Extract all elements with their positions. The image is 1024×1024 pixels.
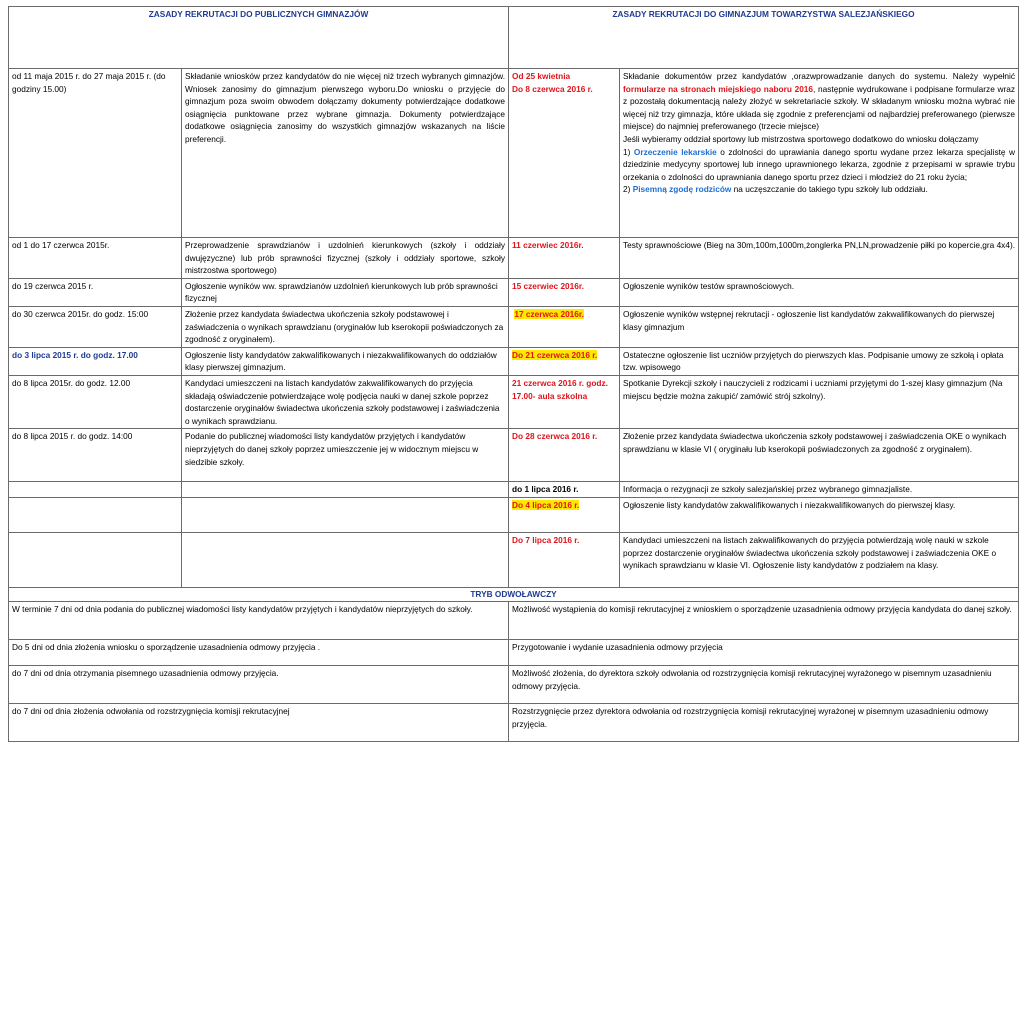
public-desc: Przeprowadzenie sprawdzianów i uzdolnień kierunkowych (szkoły i oddziały dwujęzyczne) lub prób sprawności fizycznej (szkoły i oddziały sportowe, szkoły mistrzostwa sportowego) [182,238,509,279]
public-desc: Składanie wniosków przez kandydatów do nie więcej niż trzech wybranych gimnazjów. Wniosek zanosimy do gimnazjum pierwszego wyboru.Do wniosku o przyjęcie do gimnazjum poza swoim obwodem dołączamy dokumenty potwierdzające dodatkowe osiągnięcia punktowane przez wybrane gimnazja. Dokumenty potwierdzające dodatkowe osiągnięcia zanosimy do wszystkich gimnazjów wskazanych na liście preferencji. [182,69,509,238]
appeal-title-row [9,587,1019,601]
empty-cell [9,482,182,498]
table-row [9,69,1019,238]
appeal-deadline: Do 5 dni od dnia złożenia wniosku o sporządzenie uzasadnienia odmowy przyjęcia . [9,639,509,665]
public-desc: Ogłoszenie wyników ww. sprawdzianów uzdolnień kierunkowych lub prób sprawności fizycznej [182,278,509,306]
empty-cell [182,497,509,532]
public-date: do 8 lipca 2015r. do godz. 12.00 [9,375,182,428]
public-date: do 8 lipca 2015 r. do godz. 14:00 [9,429,182,482]
appeal-row [9,665,1019,703]
salesian-date [509,306,620,347]
highlighted-date: Do 4 lipca 2016 r. [512,499,580,510]
appeal-action: Rozstrzygnięcie przez dyrektora odwołania od rozstrzygnięcia komisji rekrutacyjnej wyrażonej w pisemnym uzasadnieniu odmowy przyjęcia. [509,703,1019,741]
salesian-date: Do 7 lipca 2016 r. [509,532,620,587]
salesian-date: 21 czerwca 2016 r. godz. 17.00- aula szkolna [509,375,620,428]
table-row [9,429,1019,482]
salesian-date [509,497,620,532]
table-row [9,482,1019,498]
salesian-desc: Informacja o rezygnacji ze szkoły salezjańskiej przez wybranego gimnazjaliste. [620,482,1019,498]
public-desc: Złożenie przez kandydata świadectwa ukończenia szkoły podstawowej i zaświadczenia o wynikach sprawdzianu (oryginałów lub kserokopii poświadczonych za zgodność z oryginałem). [182,306,509,347]
salesian-desc: Złożenie przez kandydata świadectwa ukończenia szkoły podstawowej i zaświadczenia OKE o wynikach sprawdzianu w klasie VI ( oryginału lub kserokopii poświadczonych za zgodność z oryginałem). [620,429,1019,482]
table-row [9,375,1019,428]
appeal-action: Przygotowanie i wydanie uzasadnienia odmowy przyjęcia [509,639,1019,665]
public-desc: Podanie do publicznej wiadomości listy kandydatów przyjętych i kandydatów nieprzyjętych do danej szkoły poprzez umieszczenie jej w widocznym miejscu w siedzibie szkoły. [182,429,509,482]
highlighted-date: Do 21 czerwca 2016 r. [512,349,598,360]
empty-cell [182,532,509,587]
salesian-desc: Ogłoszenie wyników wstępnej rekrutacji - ogłoszenie list kandydatów zakwalifikowanych do pierwszej klasy gimnazjum [620,306,1019,347]
salesian-desc: Spotkanie Dyrekcji szkoły i nauczycieli z rodzicami i uczniami przyjętymi do 1-szej klasy gimnazjum (Na miejscu będzie można zakupić/ zamówić strój szkolny). [620,375,1019,428]
appeal-action: Możliwość wystąpienia do komisji rekrutacyjnej z wnioskiem o sporządzenie uzasadnienia odmowy przyjęcia kandydata do danej szkoły. [509,601,1019,639]
appeal-action: Możliwość złożenia, do dyrektora szkoły odwołania od rozstrzygnięcia komisji rekrutacyjnej wyrażonego w pisemnym uzasadnieniu odmowy przyjęcia. [509,665,1019,703]
public-desc: Kandydaci umieszczeni na listach kandydatów zakwalifikowanych do przyjęcia składają oświadczenie potwierdzające wolę podjęcia nauki w danej szkole poprzez dostarczenie oryginałów świadectwa ukończenia szkoły podstawowej i zaświadczenia o wynikach sprawdzianu. [182,375,509,428]
public-date: do 3 lipca 2015 r. do godz. 17.00 [9,347,182,375]
recruitment-table [8,6,1019,742]
salesian-date: Od 25 kwietnia Do 8 czerwca 2016 r. [509,69,620,238]
highlighted-date: 17 czerwca 2016r. [514,308,584,319]
header-row [9,7,1019,69]
salesian-desc: Kandydaci umieszczeni na listach zakwalifikowanych do przyjęcia potwierdzają wolę nauki w szkole poprzez dostarczenie oryginałów świadectwa ukończenia szkoły podstawowej i zaświadczenia OKE o wynikach sprawdzianu w klasie VI. Ogłoszenie listy kandydatów z podziałem na klasy. [620,532,1019,587]
appeal-deadline: do 7 dni od dnia otrzymania pisemnego uzasadnienia odmowy przyjęcia. [9,665,509,703]
appeal-title: TRYB ODWOŁAWCZY [9,587,1019,601]
salesian-desc: Ogłoszenie listy kandydatów zakwalifikowanych i niezakwalifikowanych do pierwszej klasy. [620,497,1019,532]
header-salesian: ZASADY REKRUTACJI DO GIMNAZJUM TOWARZYSTWA SALEZJAŃSKIEGO [509,7,1019,69]
naboru-link[interactable]: formularze na stronach miejskiego naboru 2016 [623,83,814,94]
public-desc: Ogłoszenie listy kandydatów zakwalifikowanych i niezakwalifikowanych do oddziałów klasy pierwszej gimnazjum. [182,347,509,375]
public-date: od 1 do 17 czerwca 2015r. [9,238,182,279]
table-row [9,278,1019,306]
salesian-date: Do 28 czerwca 2016 r. [509,429,620,482]
table-row [9,497,1019,532]
empty-cell [9,532,182,587]
appeal-deadline: W terminie 7 dni od dnia podania do publicznej wiadomości listy kandydatów przyjętych i kandydatów nieprzyjętych do szkoły. [9,601,509,639]
salesian-desc: Testy sprawnościowe (Bieg na 30m,100m,1000m,żonglerka PN,LN,prowadzenie piłki po kopercie,gra 4x4). [620,238,1019,279]
table-row [9,347,1019,375]
table-row [9,532,1019,587]
empty-cell [9,497,182,532]
salesian-date [509,347,620,375]
table-row [9,306,1019,347]
public-date: do 30 czerwca 2015r. do godz. 15:00 [9,306,182,347]
salesian-desc: Ostateczne ogłoszenie list uczniów przyjętych do pierwszych klas. Podpisanie umowy ze szkołą i opłata tzw. wpisowego [620,347,1019,375]
salesian-desc: Ogłoszenie wyników testów sprawnościowych. [620,278,1019,306]
header-public: ZASADY REKRUTACJI DO PUBLICZNYCH GIMNAZJÓW [9,7,509,69]
salesian-date: 11 czerwiec 2016r. [509,238,620,279]
appeal-deadline: do 7 dni od dnia złożenia odwołania od rozstrzygnięcia komisji rekrutacyjnej [9,703,509,741]
public-date: od 11 maja 2015 r. do 27 maja 2015 r. (do godziny 15.00) [9,69,182,238]
appeal-row [9,703,1019,741]
table-row [9,238,1019,279]
empty-cell [182,482,509,498]
appeal-row [9,639,1019,665]
salesian-date: do 1 lipca 2016 r. [509,482,620,498]
appeal-row [9,601,1019,639]
salesian-date: 15 czerwiec 2016r. [509,278,620,306]
salesian-desc: Składanie dokumentów przez kandydatów ,orazwprowadzanie danych do systemu. Należy wypełnić formularze na stronach miejskiego naboru 2016, następnie wydrukowane i podpisane formularze wraz z pozostałą dokumentacją należy złożyć w sekretariacie szkoły. W składanym wniosku można wybrać nie więcej niż trzy gimnazja, które układa się zgodnie z preferencjami od najbardziej preferowanego (pierwsze miejsce) do najmniej preferowanego (trzecie miejsce) Jeśli wybieramy oddział sportowy lub mistrzostwa sportowego dodatkowo do wniosku dołączamy 1) Orzeczenie lekarskie o zdolności do uprawiania danego sportu wydane przez lekarza specjalistę w dziedzinie medycyny sportowej lub innego uprawnionego lekarza, zgodnie z przepisami w sprawie trybu orzekania o zdolności do uprawniania danego sportu przez dzieci i młodzież do 21 roku życia; 2) Pisemną zgodę rodziców na uczęszczanie do takiego typu szkoły lub oddziału. [620,69,1019,238]
public-date: do 19 czerwca 2015 r. [9,278,182,306]
